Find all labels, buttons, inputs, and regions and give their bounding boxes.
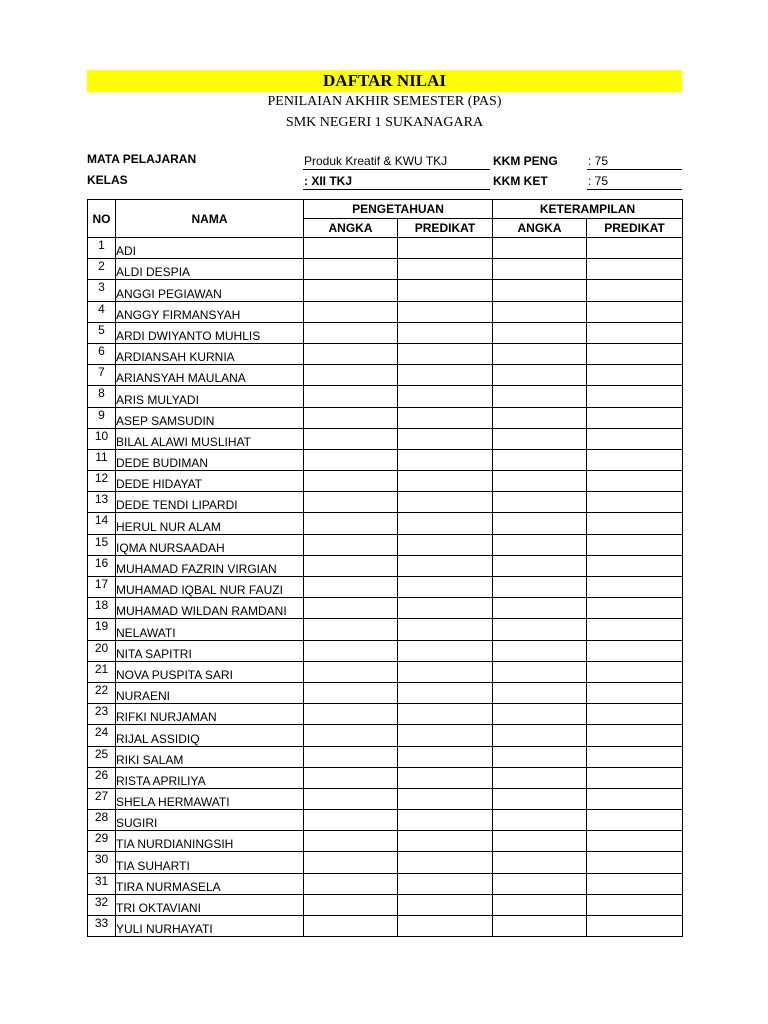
pengetahuan-predikat-cell[interactable] (398, 577, 493, 598)
pengetahuan-angka-cell[interactable] (304, 555, 398, 576)
pengetahuan-angka-cell[interactable] (304, 365, 398, 386)
keterampilan-angka-cell[interactable] (493, 365, 587, 386)
keterampilan-angka-cell[interactable] (493, 788, 587, 809)
table-row (88, 725, 683, 746)
pengetahuan-predikat-cell[interactable] (398, 428, 493, 449)
row-no: 18 (88, 598, 116, 619)
keterampilan-angka-cell[interactable] (493, 682, 587, 703)
keterampilan-predikat-cell[interactable] (587, 619, 683, 640)
row-no: 4 (88, 301, 116, 322)
table-row (88, 873, 683, 894)
pengetahuan-angka-cell[interactable] (304, 746, 398, 767)
pengetahuan-angka-cell[interactable] (304, 280, 398, 301)
row-no: 24 (88, 725, 116, 746)
row-nama: RIKI SALAM (116, 746, 304, 767)
pengetahuan-predikat-cell[interactable] (398, 407, 493, 428)
keterampilan-angka-cell[interactable] (493, 534, 587, 555)
pengetahuan-predikat-cell[interactable] (398, 640, 493, 661)
header-pengetahuan: PENGETAHUAN (304, 200, 493, 219)
pengetahuan-predikat-cell[interactable] (398, 831, 493, 852)
pengetahuan-angka-cell[interactable] (304, 322, 398, 343)
keterampilan-predikat-cell[interactable] (587, 534, 683, 555)
keterampilan-predikat-cell[interactable] (587, 322, 683, 343)
row-nama: BILAL ALAWI MUSLIHAT (116, 428, 304, 449)
table-row (88, 259, 683, 280)
keterampilan-angka-cell[interactable] (493, 471, 587, 492)
row-no: 28 (88, 810, 116, 831)
header-no: NO (88, 200, 116, 238)
pengetahuan-predikat-cell[interactable] (398, 238, 493, 259)
pengetahuan-angka-cell[interactable] (304, 873, 398, 894)
keterampilan-angka-cell[interactable] (493, 810, 587, 831)
table-row (88, 788, 683, 809)
pengetahuan-angka-cell[interactable] (304, 619, 398, 640)
pengetahuan-predikat-cell[interactable] (398, 894, 493, 915)
keterampilan-angka-cell[interactable] (493, 598, 587, 619)
keterampilan-angka-cell[interactable] (493, 407, 587, 428)
keterampilan-predikat-cell[interactable] (587, 301, 683, 322)
keterampilan-angka-cell[interactable] (493, 873, 587, 894)
pengetahuan-predikat-cell[interactable] (398, 280, 493, 301)
row-nama: TIA SUHARTI (116, 852, 304, 873)
table-row (88, 534, 683, 555)
row-no: 30 (88, 852, 116, 873)
keterampilan-predikat-cell[interactable] (587, 725, 683, 746)
row-no: 32 (88, 894, 116, 915)
row-no: 23 (88, 704, 116, 725)
pengetahuan-angka-cell[interactable] (304, 238, 398, 259)
row-nama: ARIS MULYADI (116, 386, 304, 407)
row-nama: SHELA HERMAWATI (116, 788, 304, 809)
keterampilan-angka-cell[interactable] (493, 725, 587, 746)
keterampilan-angka-cell[interactable] (493, 894, 587, 915)
kelas-label: KELAS (87, 173, 128, 187)
pengetahuan-angka-cell[interactable] (304, 704, 398, 725)
row-nama: DEDE HIDAYAT (116, 471, 304, 492)
pengetahuan-predikat-cell[interactable] (398, 365, 493, 386)
pengetahuan-predikat-cell[interactable] (398, 810, 493, 831)
pengetahuan-angka-cell[interactable] (304, 301, 398, 322)
kelas-value: : XII TKJ (304, 174, 353, 188)
row-nama: NOVA PUSPITA SARI (116, 661, 304, 682)
row-no: 17 (88, 577, 116, 598)
kkm-peng-value: : 75 (588, 154, 609, 168)
pengetahuan-predikat-cell[interactable] (398, 471, 493, 492)
row-no: 12 (88, 471, 116, 492)
keterampilan-angka-cell[interactable] (493, 640, 587, 661)
keterampilan-predikat-cell[interactable] (587, 577, 683, 598)
pengetahuan-predikat-cell[interactable] (398, 682, 493, 703)
keterampilan-predikat-cell[interactable] (587, 682, 683, 703)
keterampilan-predikat-cell[interactable] (587, 788, 683, 809)
row-nama: RIJAL ASSIDIQ (116, 725, 304, 746)
row-no: 5 (88, 322, 116, 343)
keterampilan-angka-cell[interactable] (493, 831, 587, 852)
row-nama: MUHAMAD WILDAN RAMDANI (116, 598, 304, 619)
pengetahuan-angka-cell[interactable] (304, 661, 398, 682)
mata-pelajaran-label: MATA PELAJARAN (87, 152, 197, 166)
table-row (88, 661, 683, 682)
table-row (88, 407, 683, 428)
keterampilan-angka-cell[interactable] (493, 555, 587, 576)
row-no: 3 (88, 280, 116, 301)
row-nama: ARDI DWIYANTO MUHLIS (116, 322, 304, 343)
pengetahuan-angka-cell[interactable] (304, 513, 398, 534)
row-nama: MUHAMAD IQBAL NUR FAUZI (116, 577, 304, 598)
pengetahuan-predikat-cell[interactable] (398, 555, 493, 576)
row-nama: NURAENI (116, 682, 304, 703)
document-subtitle-school: SMK NEGERI 1 SUKANAGARA (285, 115, 484, 130)
table-row (88, 894, 683, 915)
pengetahuan-angka-cell[interactable] (304, 894, 398, 915)
row-no: 22 (88, 682, 116, 703)
document-subtitle-assessment: PENILAIAN AKHIR SEMESTER (PAS) (267, 94, 502, 109)
table-row (88, 682, 683, 703)
pengetahuan-angka-cell[interactable] (304, 471, 398, 492)
row-nama: IQMA NURSAADAH (116, 534, 304, 555)
table-row (88, 449, 683, 470)
row-no: 19 (88, 619, 116, 640)
table-row (88, 831, 683, 852)
table-row (88, 577, 683, 598)
table-row (88, 322, 683, 343)
pengetahuan-predikat-cell[interactable] (398, 788, 493, 809)
row-nama: ADI (116, 238, 304, 259)
row-nama: ARIANSYAH MAULANA (116, 365, 304, 386)
row-no: 15 (88, 534, 116, 555)
mata-pelajaran-underline (303, 169, 490, 170)
pengetahuan-predikat-cell[interactable] (398, 386, 493, 407)
keterampilan-predikat-cell[interactable] (587, 746, 683, 767)
keterampilan-angka-cell[interactable] (493, 259, 587, 280)
kkm-peng-label: KKM PENG (493, 154, 558, 168)
keterampilan-angka-cell[interactable] (493, 343, 587, 364)
pengetahuan-angka-cell[interactable] (304, 534, 398, 555)
kkm-ket-underline (587, 189, 682, 190)
row-no: 1 (88, 238, 116, 259)
keterampilan-angka-cell[interactable] (493, 916, 587, 937)
pengetahuan-predikat-cell[interactable] (398, 852, 493, 873)
keterampilan-angka-cell[interactable] (493, 746, 587, 767)
table-row (88, 916, 683, 937)
pengetahuan-angka-cell[interactable] (304, 725, 398, 746)
kkm-ket-label: KKM KET (493, 174, 548, 188)
table-row (88, 746, 683, 767)
keterampilan-predikat-cell[interactable] (587, 343, 683, 364)
keterampilan-angka-cell[interactable] (493, 661, 587, 682)
keterampilan-angka-cell[interactable] (493, 704, 587, 725)
row-nama: ANGGY FIRMANSYAH (116, 301, 304, 322)
table-row (88, 386, 683, 407)
pengetahuan-predikat-cell[interactable] (398, 449, 493, 470)
kelas-underline (303, 189, 490, 190)
pengetahuan-predikat-cell[interactable] (398, 259, 493, 280)
pengetahuan-predikat-cell[interactable] (398, 598, 493, 619)
row-nama: ASEP SAMSUDIN (116, 407, 304, 428)
pengetahuan-predikat-cell[interactable] (398, 725, 493, 746)
pengetahuan-predikat-cell[interactable] (398, 534, 493, 555)
pengetahuan-angka-cell[interactable] (304, 386, 398, 407)
table-row (88, 513, 683, 534)
keterampilan-predikat-cell[interactable] (587, 407, 683, 428)
pengetahuan-angka-cell[interactable] (304, 682, 398, 703)
keterampilan-angka-cell[interactable] (493, 301, 587, 322)
keterampilan-predikat-cell[interactable] (587, 916, 683, 937)
pengetahuan-angka-cell[interactable] (304, 916, 398, 937)
pengetahuan-predikat-cell[interactable] (398, 873, 493, 894)
pengetahuan-angka-cell[interactable] (304, 492, 398, 513)
keterampilan-predikat-cell[interactable] (587, 704, 683, 725)
row-nama: SUGIRI (116, 810, 304, 831)
pengetahuan-predikat-cell[interactable] (398, 322, 493, 343)
pengetahuan-angka-cell[interactable] (304, 259, 398, 280)
table-row (88, 619, 683, 640)
pengetahuan-angka-cell[interactable] (304, 343, 398, 364)
pengetahuan-angka-cell[interactable] (304, 788, 398, 809)
header-keterampilan-predikat: PREDIKAT (587, 219, 683, 238)
row-no: 33 (88, 916, 116, 937)
row-no: 9 (88, 407, 116, 428)
keterampilan-predikat-cell[interactable] (587, 831, 683, 852)
keterampilan-predikat-cell[interactable] (587, 259, 683, 280)
table-row (88, 238, 683, 259)
keterampilan-angka-cell[interactable] (493, 449, 587, 470)
row-no: 26 (88, 767, 116, 788)
table-row (88, 704, 683, 725)
pengetahuan-angka-cell[interactable] (304, 577, 398, 598)
keterampilan-predikat-cell[interactable] (587, 365, 683, 386)
row-nama: DEDE TENDI LIPARDI (116, 492, 304, 513)
keterampilan-angka-cell[interactable] (493, 513, 587, 534)
table-row (88, 280, 683, 301)
row-no: 31 (88, 873, 116, 894)
keterampilan-angka-cell[interactable] (493, 577, 587, 598)
keterampilan-predikat-cell[interactable] (587, 428, 683, 449)
keterampilan-predikat-cell[interactable] (587, 555, 683, 576)
row-no: 2 (88, 259, 116, 280)
keterampilan-predikat-cell[interactable] (587, 598, 683, 619)
pengetahuan-predikat-cell[interactable] (398, 704, 493, 725)
pengetahuan-angka-cell[interactable] (304, 449, 398, 470)
table-row (88, 640, 683, 661)
keterampilan-angka-cell[interactable] (493, 619, 587, 640)
header-pengetahuan-angka: ANGKA (304, 219, 398, 238)
keterampilan-predikat-cell[interactable] (587, 280, 683, 301)
row-nama: NELAWATI (116, 619, 304, 640)
pengetahuan-predikat-cell[interactable] (398, 513, 493, 534)
keterampilan-predikat-cell[interactable] (587, 386, 683, 407)
row-no: 8 (88, 386, 116, 407)
keterampilan-predikat-cell[interactable] (587, 492, 683, 513)
keterampilan-predikat-cell[interactable] (587, 810, 683, 831)
keterampilan-predikat-cell[interactable] (587, 449, 683, 470)
pengetahuan-predikat-cell[interactable] (398, 916, 493, 937)
pengetahuan-angka-cell[interactable] (304, 852, 398, 873)
row-no: 10 (88, 428, 116, 449)
pengetahuan-angka-cell[interactable] (304, 810, 398, 831)
row-no: 20 (88, 640, 116, 661)
grades-table (87, 199, 683, 937)
row-no: 29 (88, 831, 116, 852)
table-row (88, 428, 683, 449)
table-row (88, 810, 683, 831)
row-no: 21 (88, 661, 116, 682)
keterampilan-predikat-cell[interactable] (587, 238, 683, 259)
row-nama: MUHAMAD FAZRIN VIRGIAN (116, 555, 304, 576)
keterampilan-predikat-cell[interactable] (587, 513, 683, 534)
row-no: 11 (88, 449, 116, 470)
pengetahuan-predikat-cell[interactable] (398, 661, 493, 682)
table-row (88, 767, 683, 788)
keterampilan-angka-cell[interactable] (493, 386, 587, 407)
keterampilan-angka-cell[interactable] (493, 428, 587, 449)
pengetahuan-predikat-cell[interactable] (398, 619, 493, 640)
pengetahuan-predikat-cell[interactable] (398, 767, 493, 788)
header-keterampilan: KETERAMPILAN (493, 200, 683, 219)
keterampilan-predikat-cell[interactable] (587, 852, 683, 873)
row-no: 16 (88, 555, 116, 576)
row-no: 6 (88, 343, 116, 364)
row-nama: RIFKI NURJAMAN (116, 704, 304, 725)
row-nama: TIA NURDIANINGSIH (116, 831, 304, 852)
row-nama: RISTA APRILIYA (116, 767, 304, 788)
keterampilan-angka-cell[interactable] (493, 238, 587, 259)
row-no: 7 (88, 365, 116, 386)
pengetahuan-angka-cell[interactable] (304, 767, 398, 788)
pengetahuan-angka-cell[interactable] (304, 640, 398, 661)
table-row (88, 598, 683, 619)
row-no: 27 (88, 788, 116, 809)
table-row (88, 555, 683, 576)
grade-rows (88, 238, 683, 937)
document-title: DAFTAR NILAI (87, 70, 682, 92)
row-nama: ARDIANSAH KURNIA (116, 343, 304, 364)
pengetahuan-predikat-cell[interactable] (398, 343, 493, 364)
header-pengetahuan-predikat: PREDIKAT (398, 219, 493, 238)
mata-pelajaran-value: Produk Kreatif & KWU TKJ (304, 154, 448, 168)
kkm-peng-underline (587, 169, 682, 170)
table-row (88, 343, 683, 364)
keterampilan-predikat-cell[interactable] (587, 894, 683, 915)
pengetahuan-angka-cell[interactable] (304, 407, 398, 428)
pengetahuan-angka-cell[interactable] (304, 598, 398, 619)
pengetahuan-predikat-cell[interactable] (398, 746, 493, 767)
pengetahuan-predikat-cell[interactable] (398, 301, 493, 322)
kkm-ket-value: : 75 (588, 174, 609, 188)
table-row (88, 365, 683, 386)
keterampilan-angka-cell[interactable] (493, 280, 587, 301)
table-row (88, 492, 683, 513)
row-nama: DEDE BUDIMAN (116, 449, 304, 470)
row-nama: NITA SAPITRI (116, 640, 304, 661)
table-row (88, 301, 683, 322)
keterampilan-predikat-cell[interactable] (587, 767, 683, 788)
pengetahuan-predikat-cell[interactable] (398, 492, 493, 513)
table-row (88, 852, 683, 873)
row-nama: TIRA NURMASELA (116, 873, 304, 894)
row-nama: ALDI DESPIA (116, 259, 304, 280)
keterampilan-angka-cell[interactable] (493, 767, 587, 788)
pengetahuan-angka-cell[interactable] (304, 428, 398, 449)
row-nama: TRI OKTAVIANI (116, 894, 304, 915)
keterampilan-predikat-cell[interactable] (587, 471, 683, 492)
pengetahuan-angka-cell[interactable] (304, 831, 398, 852)
keterampilan-predikat-cell[interactable] (587, 661, 683, 682)
keterampilan-angka-cell[interactable] (493, 852, 587, 873)
table-row (88, 471, 683, 492)
row-nama: ANGGI PEGIAWAN (116, 280, 304, 301)
row-no: 25 (88, 746, 116, 767)
row-nama: YULI NURHAYATI (116, 916, 304, 937)
row-no: 14 (88, 513, 116, 534)
header-nama: NAMA (116, 200, 304, 238)
keterampilan-angka-cell[interactable] (493, 322, 587, 343)
keterampilan-predikat-cell[interactable] (587, 873, 683, 894)
row-no: 13 (88, 492, 116, 513)
header-keterampilan-angka: ANGKA (493, 219, 587, 238)
keterampilan-angka-cell[interactable] (493, 492, 587, 513)
row-nama: HERUL NUR ALAM (116, 513, 304, 534)
keterampilan-predikat-cell[interactable] (587, 640, 683, 661)
